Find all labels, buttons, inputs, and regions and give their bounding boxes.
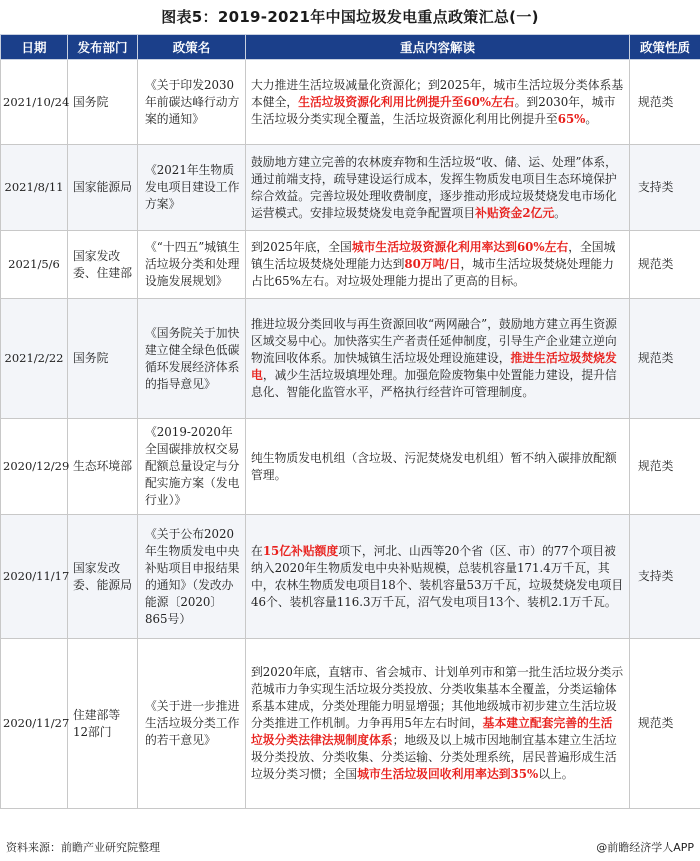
highlight-text: 生活垃圾资源化利用比例提升至60%左右 bbox=[298, 94, 515, 109]
header-content: 重点内容解读 bbox=[246, 35, 630, 60]
cell-content bbox=[246, 145, 630, 231]
cell-policy-name: 《关于印发2030年前碳达峰行动方案的通知》 bbox=[138, 60, 246, 145]
cell-policy-name: 《“十四五”城镇生活垃圾分类和处理设施发展规划》 bbox=[138, 231, 246, 299]
table-body bbox=[1, 60, 700, 809]
cell-nature: 规范类 bbox=[630, 60, 700, 145]
content-text: 。到2030年，城市生活垃圾分类实现全覆盖，生活垃圾资源化利用比例提升至 bbox=[251, 94, 616, 126]
cell-nature: 规范类 bbox=[630, 419, 700, 515]
content-text: ；地级及以上城市因地制宜基本建立生活垃圾分类投放、分类收集、分类运输、分类处理系统，居民普遍形成生活垃圾分类习惯；全国 bbox=[251, 733, 617, 781]
cell-policy-name: 《国务院关于加快建立健全绿色低碳循环发展经济体系的指导意见》 bbox=[138, 299, 246, 419]
cell-date: 2021/5/6 bbox=[1, 231, 68, 299]
content-text: ，减少生活垃圾填埋处理。加强危险废物集中处置能力建设，提升信息化、智能化监管水平，严格执行经营许可管理制度。 bbox=[251, 368, 617, 399]
content-text: 推进垃圾分类回收与再生资源回收“两网融合”，鼓励地方建立再生资源区域交易中心。加快落实生产者责任延伸制度，引导生产企业建立逆向物流回收体系。加快城镇生活垃圾处理设施建设， bbox=[251, 317, 617, 365]
table-row bbox=[1, 299, 700, 419]
content-text: 项下，河北、山西等20个省（区、市）的77个项目被纳入2020年生物质发电中央补贴规模，总装机容量171.4万千瓦，其中，农林生物质发电项目18个、装机容量53万千瓦，垃圾焚烧发电项目46个、装机容量116.3万千瓦，沼气发电项目13个、装机2.1万千瓦。 bbox=[251, 543, 624, 609]
cell-dept: 国务院 bbox=[68, 299, 138, 419]
cell-nature: 规范类 bbox=[630, 639, 700, 809]
cell-content bbox=[246, 299, 630, 419]
table-row bbox=[1, 419, 700, 515]
content-text: 。 bbox=[554, 205, 566, 220]
cell-nature: 规范类 bbox=[630, 231, 700, 299]
cell-content bbox=[246, 419, 630, 515]
content-text: 。 bbox=[585, 111, 598, 126]
content-text: 以上。 bbox=[538, 767, 574, 781]
table-row bbox=[1, 515, 700, 639]
highlight-text: 15亿补贴额度 bbox=[262, 543, 339, 558]
highlight-text: 65% bbox=[557, 111, 586, 126]
header-policy-name: 政策名 bbox=[138, 35, 246, 60]
cell-date: 2021/2/22 bbox=[1, 299, 68, 419]
cell-dept: 国家发改委、住建部 bbox=[68, 231, 138, 299]
header-nature: 政策性质 bbox=[630, 35, 700, 60]
table-row bbox=[1, 145, 700, 231]
cell-content bbox=[246, 639, 630, 809]
brand-credit: @前瞻经济学人APP bbox=[596, 841, 694, 854]
content-text: ，城市生活垃圾焚烧处理能力占比65%左右。对垃圾处理能力提出了更高的目标。 bbox=[251, 257, 614, 288]
cell-policy-name: 《2019-2020年全国碳排放权交易配额总量设定与分配实施方案（发电行业）》 bbox=[138, 419, 246, 515]
cell-date: 2020/11/27 bbox=[1, 639, 68, 809]
highlight-text: 城市生活垃圾回收利用率达到35% bbox=[357, 767, 539, 781]
highlight-text: 基本建立配套完善的生活垃圾分类法律法规制度体系 bbox=[251, 716, 613, 747]
cell-dept: 国家发改委、能源局 bbox=[68, 515, 138, 639]
cell-dept: 国务院 bbox=[68, 60, 138, 145]
policy-table bbox=[0, 34, 700, 809]
page-title: 图表5：2019-2021年中国垃圾发电重点政策汇总(一) bbox=[161, 8, 539, 26]
header-date: 日期 bbox=[1, 35, 68, 60]
content-text: ，全国城镇生活垃圾焚烧处理能力达到 bbox=[251, 240, 616, 271]
cell-date: 2020/12/29 bbox=[1, 419, 68, 515]
content-text: 鼓励地方建立完善的农林废弃物和生活垃圾“收、储、运、处理”体系，通过前端支持，疏导建设运行成本，发挥生物质发电项目生态环境保护综合效益。完善垃圾处理收费制度，逐步推动形成垃圾焚烧发电市场化运营模式。安排垃圾焚烧发电竞争配置项目 bbox=[251, 154, 617, 220]
header-dept: 发布部门 bbox=[68, 35, 138, 60]
highlight-text: 城市生活垃圾资源化利用率达到60%左右 bbox=[351, 240, 569, 254]
content-text: 到2020年底，直辖市、省会城市、计划单列市和第一批生活垃圾分类示范城市力争实现生活垃圾分类投放、分类收集基本全覆盖，分类运输体系基本建成，分类处理能力明显增强；其他地级城市初步建立生活垃圾分类推进工作机制。力争再用5年左右时间， bbox=[251, 665, 624, 730]
cell-nature: 支持类 bbox=[630, 515, 700, 639]
cell-dept: 住建部等12部门 bbox=[68, 639, 138, 809]
source-note: 资料来源：前瞻产业研究院整理 bbox=[6, 841, 160, 854]
cell-dept: 国家能源局 bbox=[68, 145, 138, 231]
cell-content bbox=[246, 515, 630, 639]
content-text: 在 bbox=[251, 543, 263, 558]
table-row bbox=[1, 60, 700, 145]
cell-nature: 支持类 bbox=[630, 145, 700, 231]
cell-policy-name: 《关于进一步推进生活垃圾分类工作的若干意见》 bbox=[138, 639, 246, 809]
cell-date: 2021/10/24 bbox=[1, 60, 68, 145]
cell-policy-name: 《2021年生物质发电项目建设工作方案》 bbox=[138, 145, 246, 231]
content-text: 大力推进生活垃圾减量化资源化；到2025年，城市生活垃圾分类体系基本健全， bbox=[251, 77, 624, 109]
content-text: 到2025年底，全国 bbox=[251, 240, 352, 254]
cell-nature: 规范类 bbox=[630, 299, 700, 419]
highlight-text: 补贴资金2亿元 bbox=[475, 205, 555, 220]
highlight-text: 推进生活垃圾焚烧发电 bbox=[251, 351, 617, 382]
cell-date: 2021/8/11 bbox=[1, 145, 68, 231]
highlight-text: 80万吨/日 bbox=[404, 257, 461, 271]
content-text: 纯生物质发电机组（含垃圾、污泥焚烧发电机组）暂不纳入碳排放配额管理。 bbox=[251, 450, 617, 482]
table-header-row bbox=[1, 35, 700, 60]
table-row bbox=[1, 639, 700, 809]
cell-content bbox=[246, 231, 630, 299]
cell-dept: 生态环境部 bbox=[68, 419, 138, 515]
cell-date: 2020/11/17 bbox=[1, 515, 68, 639]
cell-content bbox=[246, 60, 630, 145]
footer bbox=[0, 832, 700, 861]
table-row bbox=[1, 231, 700, 299]
cell-policy-name: 《关于公布2020年生物质发电中央补贴项目申报结果的通知》（发改办能源〔2020〕865号） bbox=[138, 515, 246, 639]
